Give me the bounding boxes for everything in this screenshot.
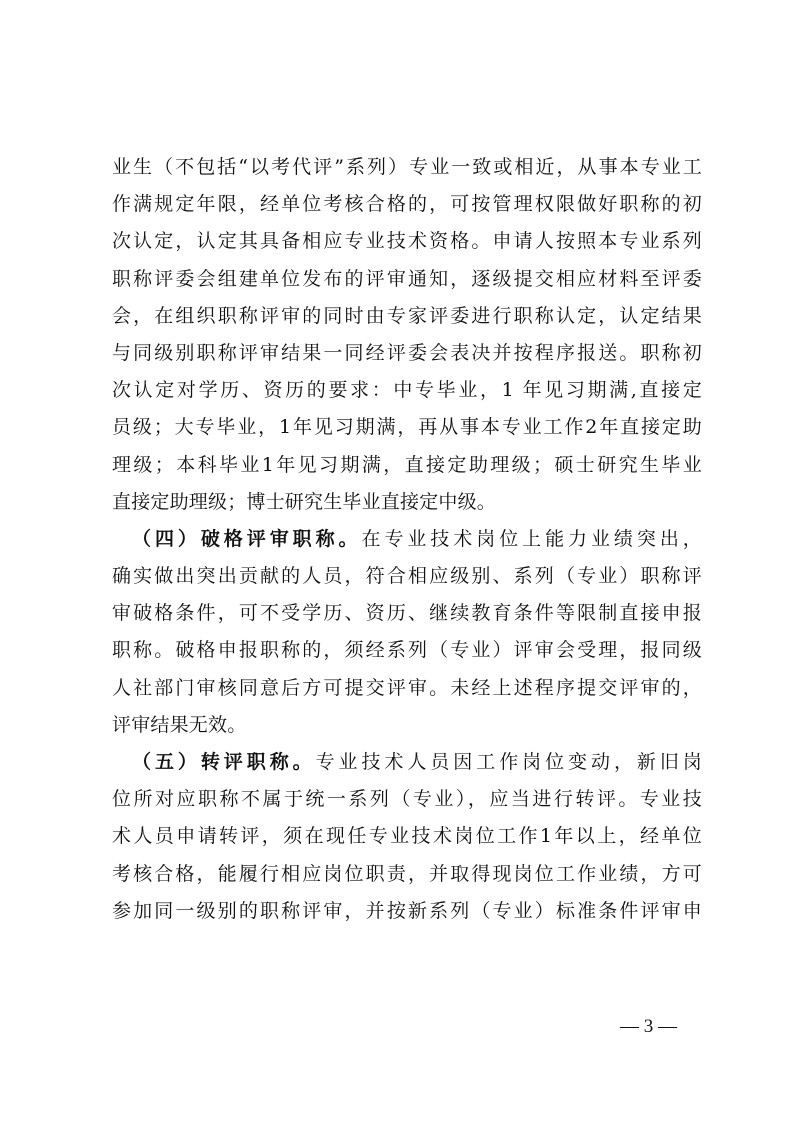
paragraph-line: 职称。破格申报职称的，须经系列（专业）评审会受理，报同级: [112, 639, 702, 662]
section-four-text: 在专业技术岗位上能力业绩突出，: [361, 527, 702, 550]
paragraph-line: 次认定，认定其具备相应专业技术资格。申请人按照本专业系列: [112, 230, 702, 253]
paragraph-line: 理级；本科毕业1年见习期满，直接定助理级；硕士研究生毕业: [112, 453, 702, 476]
paragraph-line: 会，在组织职称评审的同时由专家评委进行职称认定，认定结果: [112, 304, 702, 327]
paragraph-line: 业生（不包括“以考代评”系列）专业一致或相近，从事本专业工: [112, 156, 702, 178]
paragraph-line: 审破格条件，可不受学历、资历、继续教育条件等限制直接申报: [112, 602, 702, 625]
paragraph-line: 确实做出突出贡献的人员，符合相应级别、系列（专业）职称评: [112, 565, 702, 588]
paragraph-line: 人社部门审核同意后方可提交评审。未经上述程序提交评审的，: [112, 676, 702, 699]
paragraph-line: 术人员申请转评，须在现任专业技术岗位工作1年以上，经单位: [112, 825, 702, 848]
paragraph-line: 职称评委会组建单位发布的评审通知，逐级提交相应材料至评委: [112, 267, 702, 290]
paragraph-line: 与同级别职称评审结果一同经评委会表决并按程序报送。职称初: [112, 341, 702, 364]
section-four-heading: （四）破格评审职称。: [132, 527, 362, 550]
paragraph-line: 位所对应职称不属于统一系列（专业），应当进行转评。专业技: [112, 788, 702, 811]
section-five-heading: （五）转评职称。: [132, 751, 316, 773]
paragraph-line: 直接定助理级；博士研究生毕业直接定中级。: [112, 490, 497, 513]
paragraph-line: 作满规定年限，经单位考核合格的，可按管理权限做好职称的初: [112, 193, 702, 216]
paragraph-line: 次认定对学历、资历的要求：中专毕业，1 年见习期满,直接定: [112, 379, 702, 402]
paragraph-line: 参加同一级别的职称评审，并按新系列（专业）标准条件评审申: [112, 899, 702, 922]
paragraph-line: 考核合格，能履行相应岗位职责，并取得现岗位工作业绩，方可: [112, 862, 702, 885]
section-four-first-line: [112, 521, 702, 558]
paragraph-line: 员级；大专毕业，1年见习期满，再从事本专业工作2年直接定助: [112, 416, 702, 439]
section-five-text: 专业技术人员因工作岗位变动，新旧岗: [315, 751, 702, 773]
page-number: — 3 —: [620, 1016, 677, 1037]
paragraph-line: 评审结果无效。: [112, 713, 247, 736]
section-five-first-line: [112, 744, 702, 781]
body-text: [112, 149, 702, 930]
